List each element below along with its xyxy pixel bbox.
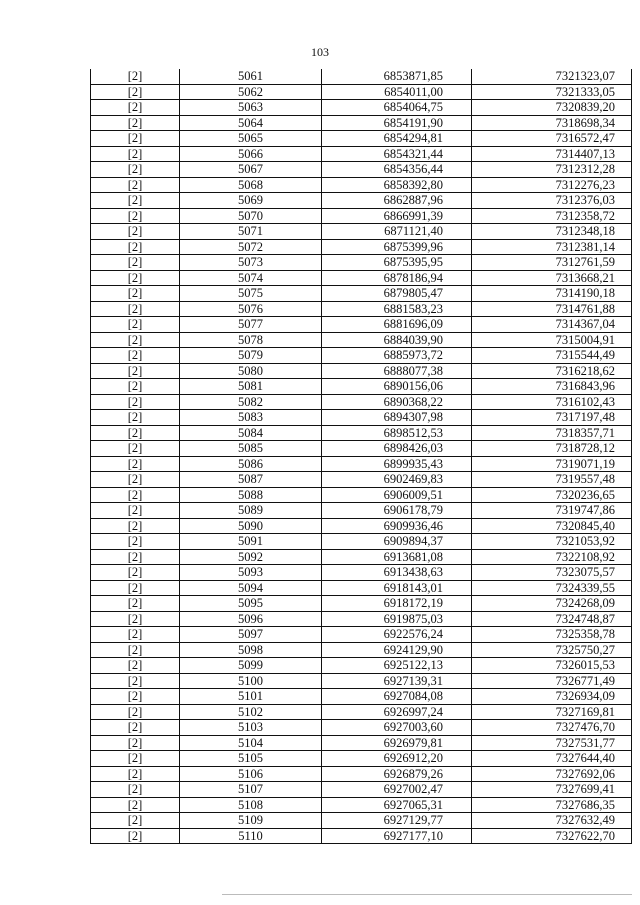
table-row [91, 425, 632, 441]
y-coordinate-cell: 7327692,06 [472, 766, 632, 782]
table-row [91, 503, 632, 519]
point-number-cell: 5095 [180, 596, 322, 612]
table-row [91, 735, 632, 751]
x-coordinate-cell: 6885973,72 [322, 348, 472, 364]
x-coordinate-cell: 6902469,83 [322, 472, 472, 488]
y-coordinate-cell: 7322108,92 [472, 549, 632, 565]
point-number-cell: 5094 [180, 580, 322, 596]
source-cell: [2] [91, 410, 180, 426]
source-cell: [2] [91, 751, 180, 767]
source-cell: [2] [91, 441, 180, 457]
point-number-cell: 5109 [180, 813, 322, 829]
point-number-cell: 5072 [180, 239, 322, 255]
x-coordinate-cell: 6890156,06 [322, 379, 472, 395]
y-coordinate-cell: 7312358,72 [472, 208, 632, 224]
y-coordinate-cell: 7321323,07 [472, 69, 632, 84]
table-row [91, 332, 632, 348]
source-cell: [2] [91, 735, 180, 751]
x-coordinate-cell: 6909936,46 [322, 518, 472, 534]
table-row [91, 410, 632, 426]
x-coordinate-cell: 6913438,63 [322, 565, 472, 581]
y-coordinate-cell: 7319747,86 [472, 503, 632, 519]
source-cell: [2] [91, 425, 180, 441]
y-coordinate-cell: 7314190,18 [472, 286, 632, 302]
y-coordinate-cell: 7324268,09 [472, 596, 632, 612]
table-row [91, 379, 632, 395]
table-row [91, 487, 632, 503]
x-coordinate-cell: 6871121,40 [322, 224, 472, 240]
x-coordinate-cell: 6875395,95 [322, 255, 472, 271]
table-row [91, 642, 632, 658]
point-number-cell: 5084 [180, 425, 322, 441]
x-coordinate-cell: 6924129,90 [322, 642, 472, 658]
point-number-cell: 5098 [180, 642, 322, 658]
y-coordinate-cell: 7316218,62 [472, 363, 632, 379]
table-row [91, 348, 632, 364]
source-cell: [2] [91, 472, 180, 488]
table-row [91, 720, 632, 736]
y-coordinate-cell: 7324339,55 [472, 580, 632, 596]
x-coordinate-cell: 6926879,26 [322, 766, 472, 782]
y-coordinate-cell: 7320845,40 [472, 518, 632, 534]
point-number-cell: 5066 [180, 146, 322, 162]
table-row [91, 69, 632, 84]
y-coordinate-cell: 7327476,70 [472, 720, 632, 736]
source-cell: [2] [91, 642, 180, 658]
point-number-cell: 5071 [180, 224, 322, 240]
y-coordinate-cell: 7327632,49 [472, 813, 632, 829]
y-coordinate-cell: 7327169,81 [472, 704, 632, 720]
table-row [91, 115, 632, 131]
table-row [91, 828, 632, 844]
table-row [91, 565, 632, 581]
source-cell: [2] [91, 332, 180, 348]
source-cell: [2] [91, 813, 180, 829]
x-coordinate-cell: 6898426,03 [322, 441, 472, 457]
point-number-cell: 5097 [180, 627, 322, 643]
table-row [91, 286, 632, 302]
y-coordinate-cell: 7318357,71 [472, 425, 632, 441]
x-coordinate-cell: 6866991,39 [322, 208, 472, 224]
point-number-cell: 5064 [180, 115, 322, 131]
table-row [91, 146, 632, 162]
table-row [91, 224, 632, 240]
x-coordinate-cell: 6853871,85 [322, 69, 472, 84]
y-coordinate-cell: 7325750,27 [472, 642, 632, 658]
table-row [91, 317, 632, 333]
x-coordinate-cell: 6906178,79 [322, 503, 472, 519]
source-cell: [2] [91, 100, 180, 116]
point-number-cell: 5107 [180, 782, 322, 798]
source-cell: [2] [91, 534, 180, 550]
x-coordinate-cell: 6894307,98 [322, 410, 472, 426]
source-cell: [2] [91, 704, 180, 720]
x-coordinate-cell: 6919875,03 [322, 611, 472, 627]
source-cell: [2] [91, 487, 180, 503]
y-coordinate-cell: 7312312,28 [472, 162, 632, 178]
x-coordinate-cell: 6898512,53 [322, 425, 472, 441]
x-coordinate-cell: 6927139,31 [322, 673, 472, 689]
x-coordinate-cell: 6854294,81 [322, 131, 472, 147]
x-coordinate-cell: 6927002,47 [322, 782, 472, 798]
point-number-cell: 5108 [180, 797, 322, 813]
page-number: 103 [311, 45, 329, 59]
y-coordinate-cell: 7317197,48 [472, 410, 632, 426]
x-coordinate-cell: 6862887,96 [322, 193, 472, 209]
point-number-cell: 5099 [180, 658, 322, 674]
x-coordinate-cell: 6906009,51 [322, 487, 472, 503]
y-coordinate-cell: 7323075,57 [472, 565, 632, 581]
table-row [91, 363, 632, 379]
source-cell: [2] [91, 255, 180, 271]
table-row [91, 534, 632, 550]
table-row [91, 472, 632, 488]
y-coordinate-cell: 7312761,59 [472, 255, 632, 271]
point-number-cell: 5092 [180, 549, 322, 565]
x-coordinate-cell: 6899935,43 [322, 456, 472, 472]
y-coordinate-cell: 7326015,53 [472, 658, 632, 674]
x-coordinate-cell: 6888077,38 [322, 363, 472, 379]
table-row [91, 627, 632, 643]
point-number-cell: 5106 [180, 766, 322, 782]
table-row [91, 813, 632, 829]
point-number-cell: 5076 [180, 301, 322, 317]
source-cell: [2] [91, 596, 180, 612]
point-number-cell: 5089 [180, 503, 322, 519]
source-cell: [2] [91, 797, 180, 813]
x-coordinate-cell: 6927003,60 [322, 720, 472, 736]
x-coordinate-cell: 6881583,23 [322, 301, 472, 317]
point-number-cell: 5086 [180, 456, 322, 472]
point-number-cell: 5093 [180, 565, 322, 581]
x-coordinate-cell: 6875399,96 [322, 239, 472, 255]
point-number-cell: 5105 [180, 751, 322, 767]
source-cell: [2] [91, 565, 180, 581]
x-coordinate-cell: 6922576,24 [322, 627, 472, 643]
source-cell: [2] [91, 766, 180, 782]
x-coordinate-cell: 6918143,01 [322, 580, 472, 596]
y-coordinate-cell: 7318698,34 [472, 115, 632, 131]
point-number-cell: 5073 [180, 255, 322, 271]
point-number-cell: 5100 [180, 673, 322, 689]
source-cell: [2] [91, 828, 180, 844]
table-row [91, 270, 632, 286]
table-row [91, 689, 632, 705]
source-cell: [2] [91, 363, 180, 379]
source-cell: [2] [91, 146, 180, 162]
point-number-cell: 5077 [180, 317, 322, 333]
source-cell: [2] [91, 317, 180, 333]
table-row [91, 394, 632, 410]
table-row [91, 84, 632, 100]
source-cell: [2] [91, 69, 180, 84]
point-number-cell: 5075 [180, 286, 322, 302]
page-bottom-divider [222, 894, 632, 895]
y-coordinate-cell: 7314407,13 [472, 146, 632, 162]
table-row [91, 658, 632, 674]
table-row [91, 766, 632, 782]
y-coordinate-cell: 7319557,48 [472, 472, 632, 488]
source-cell: [2] [91, 131, 180, 147]
y-coordinate-cell: 7327686,35 [472, 797, 632, 813]
source-cell: [2] [91, 84, 180, 100]
x-coordinate-cell: 6878186,94 [322, 270, 472, 286]
y-coordinate-cell: 7315544,49 [472, 348, 632, 364]
source-cell: [2] [91, 177, 180, 193]
point-number-cell: 5063 [180, 100, 322, 116]
point-number-cell: 5065 [180, 131, 322, 147]
source-cell: [2] [91, 549, 180, 565]
point-number-cell: 5069 [180, 193, 322, 209]
y-coordinate-cell: 7327622,70 [472, 828, 632, 844]
source-cell: [2] [91, 611, 180, 627]
y-coordinate-cell: 7315004,91 [472, 332, 632, 348]
x-coordinate-cell: 6913681,08 [322, 549, 472, 565]
source-cell: [2] [91, 673, 180, 689]
table-row [91, 456, 632, 472]
y-coordinate-cell: 7327531,77 [472, 735, 632, 751]
y-coordinate-cell: 7313668,21 [472, 270, 632, 286]
y-coordinate-cell: 7314367,04 [472, 317, 632, 333]
x-coordinate-cell: 6909894,37 [322, 534, 472, 550]
y-coordinate-cell: 7312276,23 [472, 177, 632, 193]
y-coordinate-cell: 7327699,41 [472, 782, 632, 798]
x-coordinate-cell: 6854321,44 [322, 146, 472, 162]
table-row [91, 441, 632, 457]
table-row [91, 301, 632, 317]
point-number-cell: 5078 [180, 332, 322, 348]
y-coordinate-cell: 7320839,20 [472, 100, 632, 116]
y-coordinate-cell: 7312376,03 [472, 193, 632, 209]
x-coordinate-cell: 6881696,09 [322, 317, 472, 333]
source-cell: [2] [91, 224, 180, 240]
source-cell: [2] [91, 720, 180, 736]
y-coordinate-cell: 7312381,14 [472, 239, 632, 255]
x-coordinate-cell: 6927129,77 [322, 813, 472, 829]
source-cell: [2] [91, 286, 180, 302]
point-number-cell: 5090 [180, 518, 322, 534]
y-coordinate-cell: 7326771,49 [472, 673, 632, 689]
x-coordinate-cell: 6918172,19 [322, 596, 472, 612]
source-cell: [2] [91, 518, 180, 534]
y-coordinate-cell: 7314761,88 [472, 301, 632, 317]
point-number-cell: 5061 [180, 69, 322, 84]
x-coordinate-cell: 6890368,22 [322, 394, 472, 410]
source-cell: [2] [91, 162, 180, 178]
y-coordinate-cell: 7321053,92 [472, 534, 632, 550]
table-row [91, 751, 632, 767]
y-coordinate-cell: 7321333,05 [472, 84, 632, 100]
y-coordinate-cell: 7318728,12 [472, 441, 632, 457]
x-coordinate-cell: 6879805,47 [322, 286, 472, 302]
table-row [91, 611, 632, 627]
point-number-cell: 5087 [180, 472, 322, 488]
table-row [91, 177, 632, 193]
point-number-cell: 5083 [180, 410, 322, 426]
point-number-cell: 5101 [180, 689, 322, 705]
point-number-cell: 5068 [180, 177, 322, 193]
point-number-cell: 5096 [180, 611, 322, 627]
table-row [91, 162, 632, 178]
y-coordinate-cell: 7316572,47 [472, 131, 632, 147]
point-number-cell: 5067 [180, 162, 322, 178]
table-row [91, 239, 632, 255]
point-number-cell: 5070 [180, 208, 322, 224]
x-coordinate-cell: 6927065,31 [322, 797, 472, 813]
source-cell: [2] [91, 239, 180, 255]
point-number-cell: 5091 [180, 534, 322, 550]
y-coordinate-cell: 7316102,43 [472, 394, 632, 410]
x-coordinate-cell: 6854191,90 [322, 115, 472, 131]
point-number-cell: 5088 [180, 487, 322, 503]
table-row [91, 100, 632, 116]
table-row [91, 131, 632, 147]
source-cell: [2] [91, 580, 180, 596]
y-coordinate-cell: 7327644,40 [472, 751, 632, 767]
source-cell: [2] [91, 301, 180, 317]
point-number-cell: 5081 [180, 379, 322, 395]
y-coordinate-cell: 7320236,65 [472, 487, 632, 503]
point-number-cell: 5110 [180, 828, 322, 844]
source-cell: [2] [91, 689, 180, 705]
table-row [91, 673, 632, 689]
point-number-cell: 5082 [180, 394, 322, 410]
y-coordinate-cell: 7312348,18 [472, 224, 632, 240]
x-coordinate-cell: 6926912,20 [322, 751, 472, 767]
x-coordinate-cell: 6854064,75 [322, 100, 472, 116]
point-number-cell: 5062 [180, 84, 322, 100]
point-number-cell: 5085 [180, 441, 322, 457]
source-cell: [2] [91, 379, 180, 395]
source-cell: [2] [91, 348, 180, 364]
table-row [91, 797, 632, 813]
x-coordinate-cell: 6854356,44 [322, 162, 472, 178]
table-row [91, 518, 632, 534]
y-coordinate-cell: 7324748,87 [472, 611, 632, 627]
y-coordinate-cell: 7326934,09 [472, 689, 632, 705]
source-cell: [2] [91, 394, 180, 410]
table-row [91, 782, 632, 798]
y-coordinate-cell: 7319071,19 [472, 456, 632, 472]
x-coordinate-cell: 6854011,00 [322, 84, 472, 100]
x-coordinate-cell: 6884039,90 [322, 332, 472, 348]
x-coordinate-cell: 6925122,13 [322, 658, 472, 674]
table-row [91, 549, 632, 565]
point-number-cell: 5102 [180, 704, 322, 720]
source-cell: [2] [91, 456, 180, 472]
point-number-cell: 5074 [180, 270, 322, 286]
x-coordinate-cell: 6927084,08 [322, 689, 472, 705]
table-row [91, 255, 632, 271]
source-cell: [2] [91, 193, 180, 209]
source-cell: [2] [91, 658, 180, 674]
table-row [91, 193, 632, 209]
x-coordinate-cell: 6927177,10 [322, 828, 472, 844]
source-cell: [2] [91, 208, 180, 224]
coordinates-table [90, 69, 632, 844]
table-row [91, 596, 632, 612]
x-coordinate-cell: 6926979,81 [322, 735, 472, 751]
table-row [91, 580, 632, 596]
source-cell: [2] [91, 115, 180, 131]
coordinates-table-body [91, 69, 632, 844]
source-cell: [2] [91, 503, 180, 519]
y-coordinate-cell: 7325358,78 [472, 627, 632, 643]
point-number-cell: 5103 [180, 720, 322, 736]
y-coordinate-cell: 7316843,96 [472, 379, 632, 395]
source-cell: [2] [91, 782, 180, 798]
point-number-cell: 5079 [180, 348, 322, 364]
point-number-cell: 5104 [180, 735, 322, 751]
table-row [91, 704, 632, 720]
point-number-cell: 5080 [180, 363, 322, 379]
x-coordinate-cell: 6858392,80 [322, 177, 472, 193]
table-row [91, 208, 632, 224]
source-cell: [2] [91, 627, 180, 643]
source-cell: [2] [91, 270, 180, 286]
x-coordinate-cell: 6926997,24 [322, 704, 472, 720]
